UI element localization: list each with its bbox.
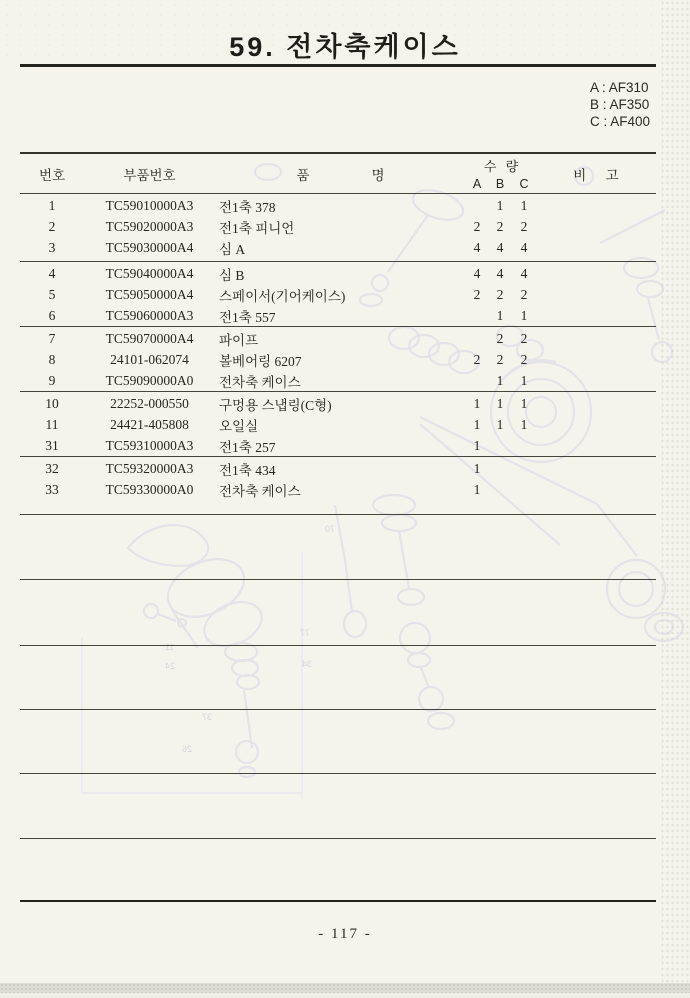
cell-part-no: TC59060000A3 [105,307,194,323]
table-body [20,194,656,515]
ghost-label: 70 [325,524,336,534]
table-row [20,459,656,480]
empty-ruled-row [20,515,656,580]
col-header-name-a: 품 [296,167,310,183]
scan-edge-right [660,0,690,998]
cell-qty-a: 2 [473,352,481,368]
cell-no: 9 [48,372,56,388]
scan-edge-bottom-light [0,993,690,998]
table-row [20,196,656,217]
cell-no: 8 [48,352,56,368]
cell-name: 구멍용 스냅링(C형) [219,398,332,414]
table-row [20,264,656,285]
col-header-qty [466,156,536,191]
col-header-name [215,164,466,184]
cell-qty-c: 4 [520,266,528,282]
cell-no: 5 [48,287,56,303]
table-group [20,392,656,457]
cell-qty-c: 1 [520,417,528,433]
cell-name: 전1축 378 [219,200,276,216]
cell-qty-b: 1 [496,198,504,214]
cell-name: 전차축 케이스 [219,484,301,500]
cell-part-no: TC59050000A4 [105,287,194,303]
col-header-part-no: 부품번호 [123,167,176,183]
cell-no: 11 [45,417,59,433]
col-header-remark: 비 고 [573,167,619,183]
ghost-label: 37 [202,712,213,722]
ghost-label: 11 [165,642,175,652]
cell-qty-a: 1 [473,482,481,498]
cell-name: 전1축 피니언 [219,221,295,237]
cell-name: 심 A [219,241,246,257]
cell-qty-a: 2 [473,219,481,235]
col-header-qty-label: 수 량 [483,159,519,174]
ghost-label: 77 [300,628,311,638]
cell-qty-b: 1 [496,307,504,323]
cell-qty-b: 1 [496,372,504,388]
legend-item-c: C : AF400 [589,114,650,129]
table-row [20,238,656,259]
cell-no: 3 [48,239,56,255]
table-row [20,285,656,306]
cell-no: 31 [45,437,59,453]
cell-name: 볼베어링 6207 [219,354,302,370]
cell-qty-c: 2 [520,287,528,303]
empty-ruled-row [20,710,656,774]
cell-name: 전1축 434 [219,463,276,479]
empty-ruled-row [20,774,656,839]
table-row [20,415,656,436]
cell-no: 10 [45,396,59,412]
cell-qty-b: 1 [496,396,504,412]
cell-name: 스페이서(기어케이스) [219,289,346,305]
cell-qty-b: 4 [496,266,504,282]
table-row [20,436,656,457]
col-header-qty-a: A [472,177,482,191]
empty-ruled-row [20,839,656,902]
table-row [20,350,656,371]
cell-qty-a: 4 [473,266,481,282]
cell-part-no: TC59070000A4 [105,331,194,347]
cell-part-no: 24421-405808 [110,417,189,433]
cell-qty-a: 1 [473,417,481,433]
cell-no: 32 [45,461,59,477]
cell-part-no: 24101-062074 [110,352,189,368]
cell-qty-c: 4 [520,239,528,255]
cell-part-no: TC59020000A3 [105,219,194,235]
col-header-qty-c: C [519,177,529,191]
cell-no: 6 [48,307,56,323]
cell-no: 1 [48,198,56,214]
cell-part-no: TC59090000A0 [105,372,194,388]
empty-ruled-row [20,646,656,710]
scan-edge-bottom [0,983,690,993]
table-row [20,394,656,415]
table-row [20,217,656,238]
cell-name: 전1축 257 [219,439,276,455]
page-title: 59. 전차축케이스 [229,32,461,62]
cell-qty-b: 1 [496,417,504,433]
cell-part-no: 22252-000550 [110,396,189,412]
cell-qty-b: 2 [496,287,504,303]
table-header [20,154,656,194]
cell-no: 7 [48,331,56,347]
table-group [20,327,656,392]
cell-name: 전차축 케이스 [219,374,301,390]
cell-qty-c: 2 [520,219,528,235]
empty-rows [20,515,656,902]
cell-qty-c: 1 [520,396,528,412]
cell-part-no: TC59040000A4 [105,266,194,282]
cell-qty-c: 2 [520,352,528,368]
cell-no: 4 [48,266,56,282]
empty-ruled-row [20,580,656,646]
cell-name: 심 B [219,268,245,284]
cell-qty-c: 1 [520,198,528,214]
cell-qty-a: 2 [473,287,481,303]
cell-part-no: TC59010000A3 [105,198,194,214]
table-group [20,457,656,515]
ghost-label: 26 [182,744,193,754]
col-header-qty-abc [466,177,536,191]
table-row [20,306,656,327]
cell-no: 2 [48,219,56,235]
cell-part-no: TC59310000A3 [105,437,194,453]
legend-item-b: B : AF350 [589,97,650,112]
cell-name: 전1축 557 [219,309,276,325]
col-header-name-b: 명 [371,167,385,183]
cell-qty-b: 4 [496,239,504,255]
cell-qty-a: 4 [473,239,481,255]
col-header-no: 번호 [38,167,66,183]
cell-no: 33 [45,482,59,498]
ghost-label: 34 [302,659,313,669]
cell-qty-b: 2 [496,331,504,347]
table-row [20,371,656,392]
table-group [20,194,656,262]
cell-part-no: TC59320000A3 [105,461,194,477]
table-row [20,329,656,350]
table-row [20,480,656,501]
cell-qty-c: 1 [520,307,528,323]
cell-qty-a: 1 [473,461,481,477]
cell-qty-a: 1 [473,396,481,412]
cell-qty-c: 2 [520,331,528,347]
parts-table [20,152,656,902]
page-number: - 117 - [318,926,372,942]
cell-part-no: TC59330000A0 [105,482,194,498]
legend-item-a: A : AF310 [589,80,649,95]
cell-qty-c: 1 [520,372,528,388]
cell-qty-a: 1 [473,437,481,453]
col-header-qty-b: B [495,177,505,191]
cell-qty-b: 2 [496,352,504,368]
cell-qty-b: 2 [496,219,504,235]
cell-name: 오일실 [219,419,259,435]
ghost-label: 24 [165,661,176,671]
title-rule [20,64,656,67]
cell-name: 파이프 [219,333,259,349]
cell-part-no: TC59030000A4 [105,239,194,255]
table-group [20,262,656,327]
model-legend [590,79,650,130]
